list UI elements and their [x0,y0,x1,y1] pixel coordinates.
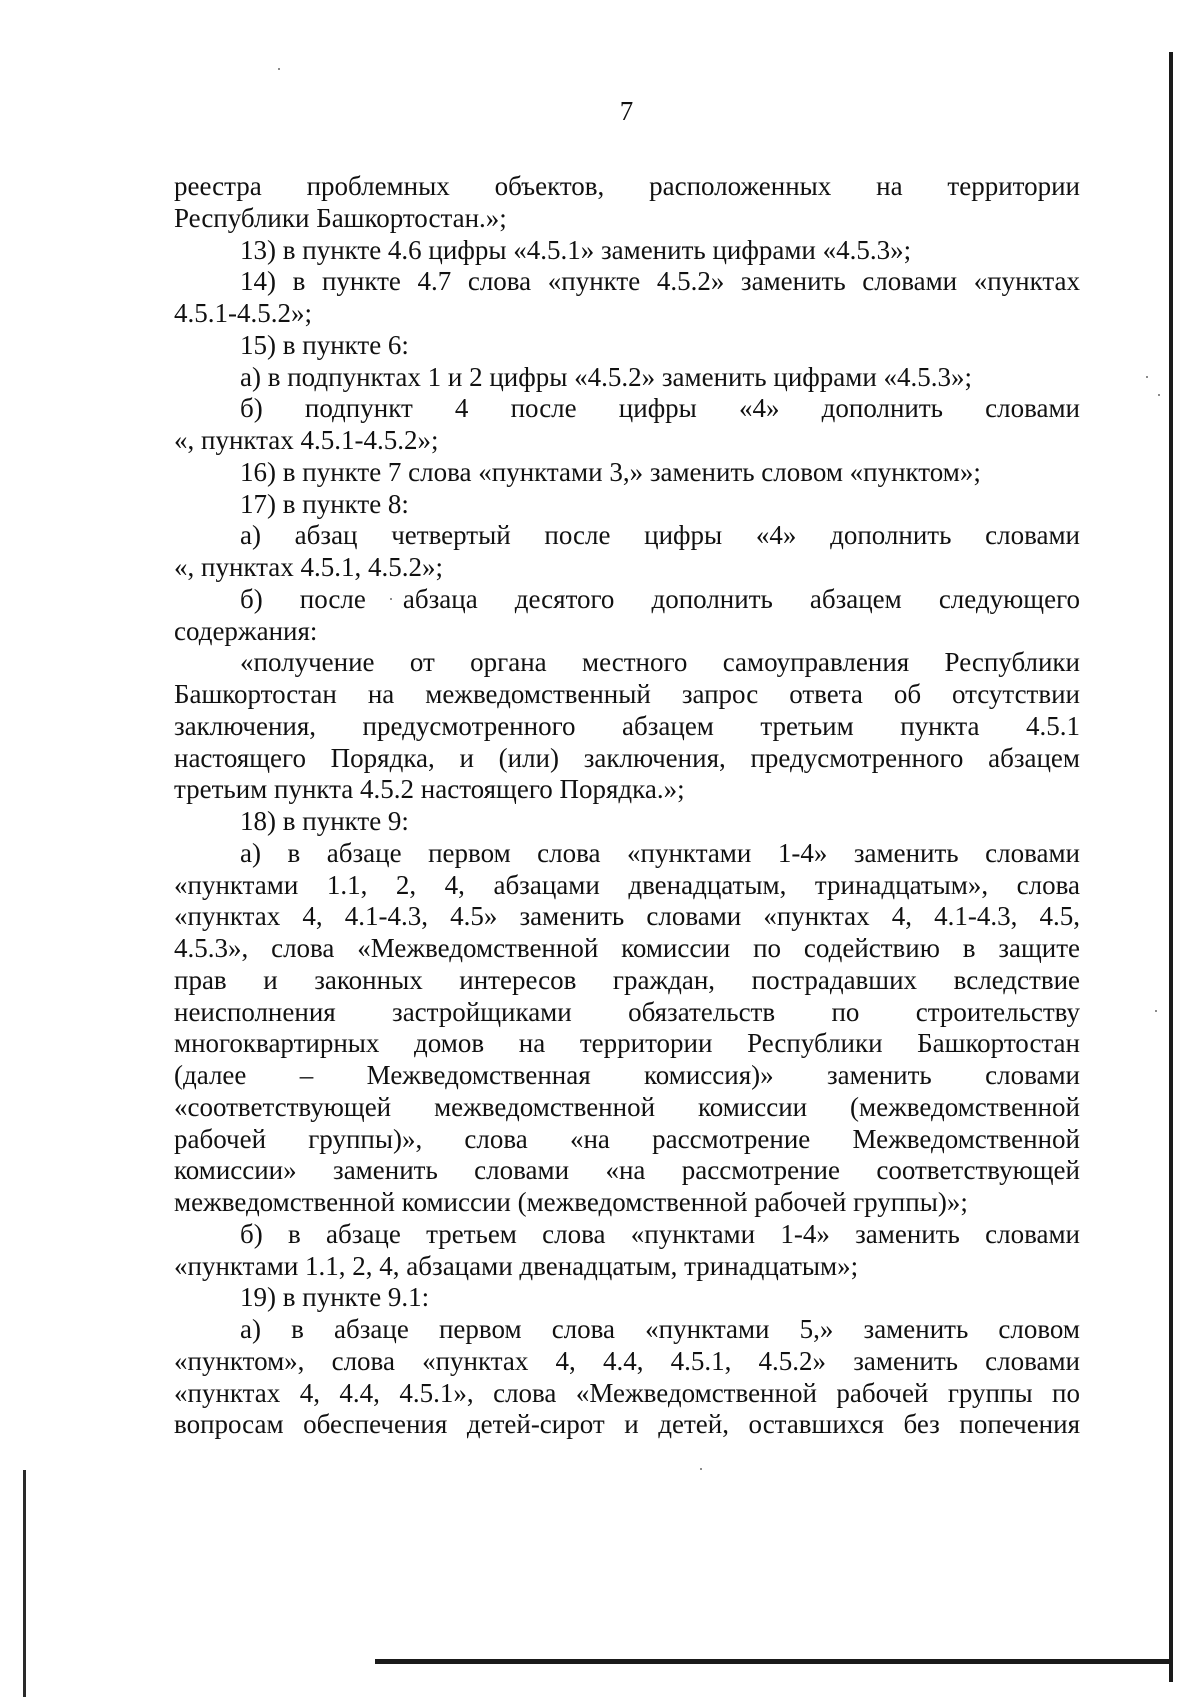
text-line: а) в абзаце первом слова «пунктами 5,» заменить словом [240,1314,1080,1344]
text-line: 13) в пункте 4.6 цифры «4.5.1» заменить цифрами «4.5.3»; [240,234,912,265]
text-line: б) в абзаце третьем слова «пунктами 1-4» заменить словами [240,1218,1080,1249]
scan-speck [1158,394,1160,396]
text-line: «пунктами 1.1, 2, 4, абзацами двенадцатым, тринадцатым», слова [174,869,1080,900]
text-line: б) после абзаца десятого дополнить абзацем следующего [240,583,1080,614]
text-line: 18) в пункте 9: [240,806,409,836]
text-line: третьим пункта 4.5.2 настоящего Порядка.»; [174,774,685,805]
scan-edge-left [23,1470,26,1697]
text-line: «пунктах 4, 4.1-4.3, 4.5» заменить словами «пунктах 4, 4.1-4.3, 4.5, [174,901,1080,932]
text-line: (далее – Межведомственная комиссия)» заменить словами [174,1060,1080,1090]
text-line: неисполнения застройщиками обязательств по строительству [174,996,1080,1027]
text-line: 14) в пункте 4.7 слова «пункте 4.5.2» заменить словами «пунктах [240,266,1080,297]
text-line: вопросам обеспечения детей-сирот и детей, оставшихся без попечения [174,1409,1080,1440]
scan-speck [700,1468,702,1470]
text-line: многоквартирных домов на территории Республики Башкортостан [174,1028,1080,1059]
text-line: а) в подпунктах 1 и 2 цифры «4.5.2» заменить цифрами «4.5.3»; [240,361,973,392]
text-line: 15) в пункте 6: [240,329,409,360]
text-line: реестра проблемных объектов, расположенных на территории [174,171,1080,201]
document-body [174,171,1080,1441]
text-line: б) подпункт 4 после цифры «4» дополнить словами [240,393,1080,424]
text-line: 19) в пункте 9.1: [240,1282,430,1313]
scan-edge-right [1169,52,1173,1682]
page-number: 7 [619,96,634,126]
text-line: а) абзац четвертый после цифры «4» дополнить словами [240,520,1080,551]
text-line: настоящего Порядка, и (или) заключения, предусмотренного абзацем [174,742,1080,773]
text-line: рабочей группы)», слова «на рассмотрение Межведомственной [174,1123,1080,1154]
text-line: прав и законных интересов граждан, пострадавших вследствие [174,964,1080,995]
text-line: 4.5.1-4.5.2»; [174,298,312,328]
text-line: заключения, предусмотренного абзацем третьим пункта 4.5.1 [174,710,1080,741]
text-line: «пунктами 1.1, 2, 4, абзацами двенадцатым, тринадцатым»; [174,1250,859,1281]
text-line: 16) в пункте 7 слова «пунктами 3,» заменить словом «пунктом»; [240,456,981,487]
text-line: «, пунктах 4.5.1-4.5.2»; [174,425,439,455]
text-line: 17) в пункте 8: [240,488,409,519]
scan-speck [278,68,280,70]
text-line: «, пунктах 4.5.1, 4.5.2»; [174,552,444,582]
text-line: 4.5.3», слова «Межведомственной комиссии по содействию в защите [174,933,1080,963]
text-line: содержания: [174,615,318,646]
scan-edge-bottom [375,1659,1171,1664]
text-line: «пунктом», слова «пунктах 4, 4.4, 4.5.1, 4.5.2» заменить словами [174,1345,1080,1376]
text-line: Республики Башкортостан.»; [174,202,507,233]
text-line: «получение от органа местного самоуправления Республики [240,647,1080,678]
text-line: «пунктах 4, 4.4, 4.5.1», слова «Межведомственной рабочей группы по [174,1377,1080,1408]
text-line: межведомственной комиссии (межведомственной рабочей группы)»; [174,1187,968,1217]
text-line: а) в абзаце первом слова «пунктами 1-4» заменить словами [240,837,1080,868]
scan-speck [1146,376,1148,378]
text-line: комиссии» заменить словами «на рассмотрение соответствующей [174,1155,1080,1186]
scan-speck [1155,1010,1157,1012]
text-line: Башкортостан на межведомственный запрос ответа об отсутствии [174,679,1080,709]
text-line: «соответствующей межведомственной комиссии (межведомственной [174,1091,1080,1122]
